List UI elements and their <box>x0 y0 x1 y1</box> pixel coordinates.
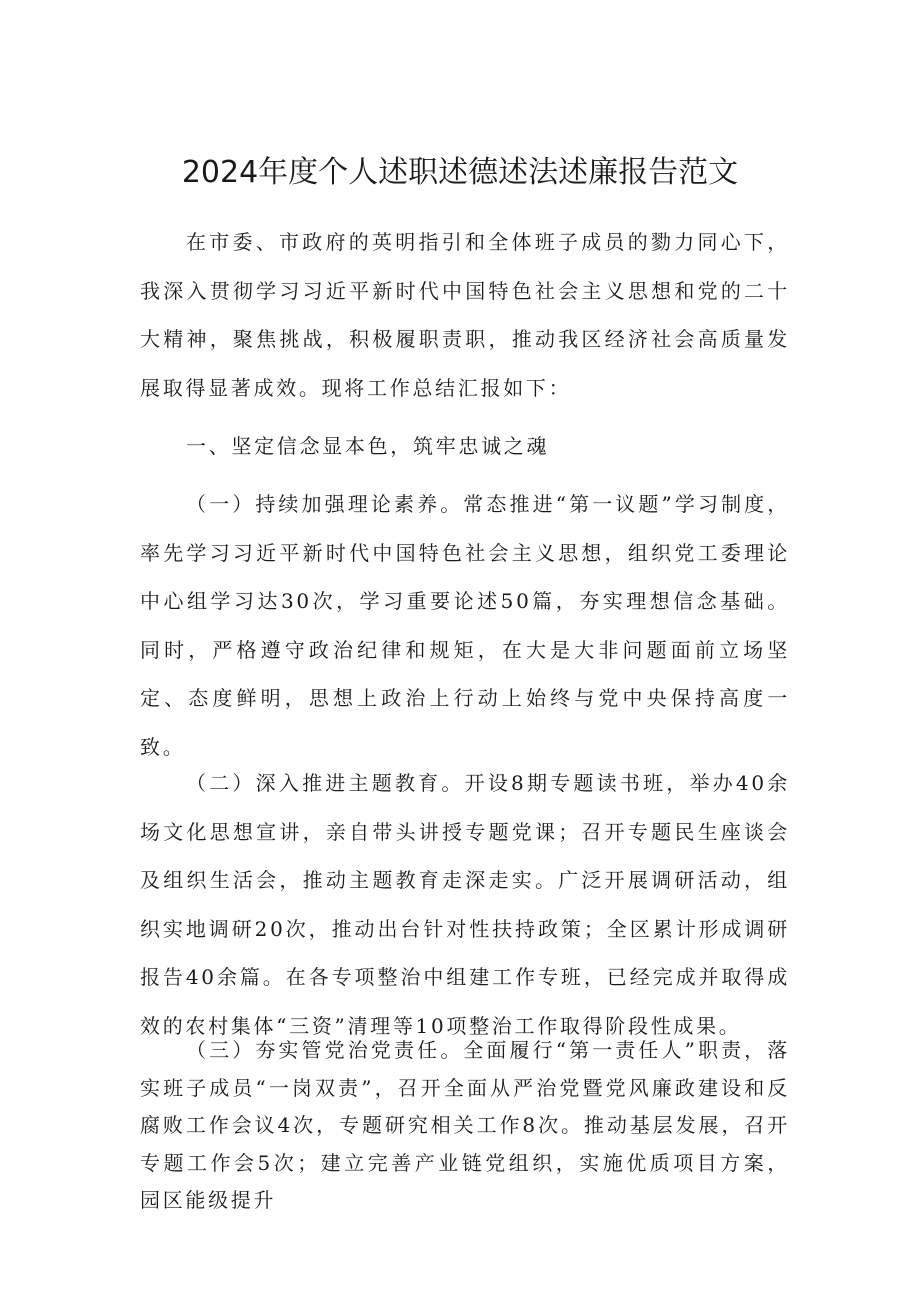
document-title: 2024年度个人述职述德述法述廉报告范文 <box>181 155 739 190</box>
subsection-paragraph-2: （二）深入推进主题教育。开设8期专题读书班，举办40余场文化思想宣讲，亲自带头讲授专题党课；召开专题民生座谈会及组织生活会，推动主题教育走深走实。广泛开展调研活动，组织实地调研20次，推动出台针对性扶持政策；全区累计形成调研报告40余篇。在各专项整治中组建工作专班，已经完成并取得成效的农村集体“三资”清理等10项整治工作取得阶段性成果。 <box>140 771 790 1038</box>
subsection-paragraph-1: （一）持续加强理论素养。常态推进“第一议题”学习制度，率先学习习近平新时代中国特色社会主义思想，组织党工委理论中心组学习达30次，学习重要论述50篇，夯实理想信念基础。同时，严格遵守政治纪律和规矩，在大是大非问题面前立场坚定、态度鲜明，思想上政治上行动上始终与党中央保持高度一致。 <box>140 492 790 759</box>
section-heading: 一、坚定信念显本色，筑牢忠诚之魂 <box>186 434 550 458</box>
intro-paragraph: 在市委、市政府的英明指引和全体班子成员的勠力同心下，我深入贯彻学习习近平新时代中国特色社会主义思想和党的二十大精神，聚焦挑战，积极履职责职，推动我区经济社会高质量发展取得显著成效。现将工作总结汇报如下： <box>140 230 790 400</box>
subsection-paragraph-3: （三）夯实管党治党责任。全面履行“第一责任人”职责，落实班子成员“一岗双责”，召开全面从严治党暨党风廉政建设和反腐败工作会议4次，专题研究相关工作8次。推动基层发展，召开专题工作会5次；建立完善产业链党组织，实施优质项目方案，园区能级提升 <box>140 1038 790 1212</box>
